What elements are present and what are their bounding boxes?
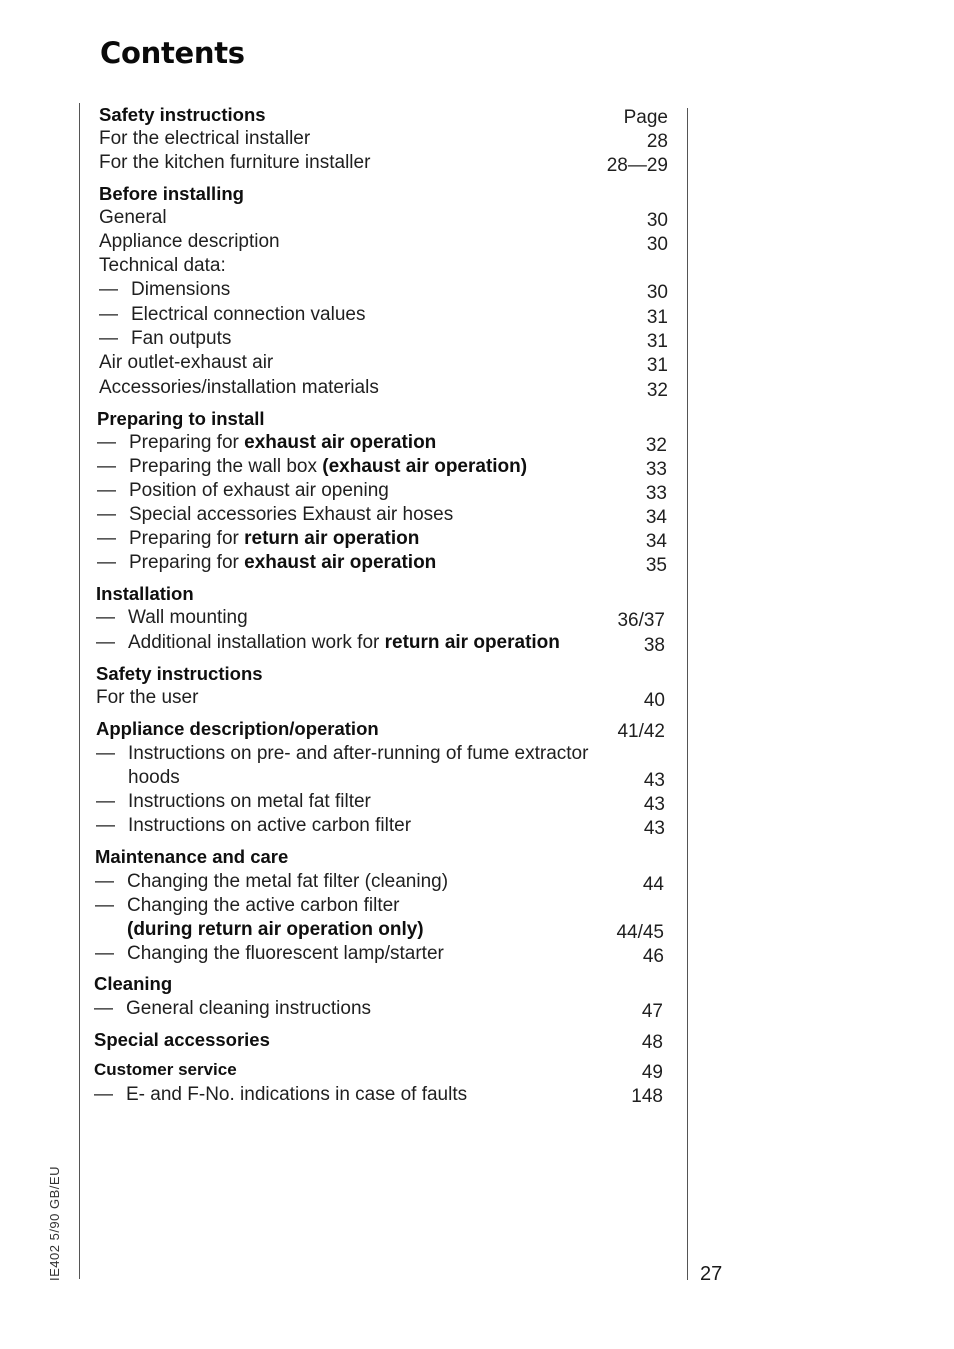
section-heading: Special accessories: [94, 1029, 270, 1050]
dash: —: [94, 1084, 113, 1105]
dash: —: [99, 304, 118, 325]
toc-page-ref: 44: [642, 874, 664, 895]
toc-page-ref: 36/37: [617, 610, 665, 631]
section-heading: Preparing to install: [97, 408, 265, 429]
left-margin-rule: [79, 103, 80, 1279]
toc-page-ref: 35: [645, 555, 667, 576]
section-heading: Safety instructions: [99, 104, 266, 125]
section-heading: Customer service: [94, 1060, 237, 1079]
toc-page-ref: 28: [646, 131, 668, 152]
dash: —: [96, 632, 115, 653]
dash: —: [95, 943, 114, 964]
toc-page-ref: 46: [642, 946, 664, 967]
toc-subentry: — Dimensions: [99, 279, 231, 300]
toc-entry: For the user: [96, 687, 199, 708]
toc-subentry: — Changing the metal fat filter (cleaning): [95, 871, 449, 892]
dash: —: [97, 456, 116, 477]
document-code: IE402 5/90 GB/EU: [47, 1166, 62, 1281]
section-heading: Cleaning: [94, 973, 173, 994]
toc-page-ref: 148: [631, 1086, 663, 1107]
toc-subentry: — Preparing for return air operation: [97, 528, 420, 549]
dash: —: [95, 871, 114, 892]
toc-page-ref: 32: [645, 435, 667, 456]
page-column-header: Page: [623, 107, 668, 128]
toc-entry-continuation: (during return air operation only): [127, 919, 424, 940]
toc-page-ref: 34: [645, 507, 667, 528]
toc-subentry: — Additional installation work for return air operation: [96, 632, 560, 653]
toc-entry: For the electrical installer: [99, 128, 311, 149]
dash: —: [97, 504, 116, 525]
dash: —: [99, 279, 118, 300]
toc-page-ref: 48: [641, 1032, 663, 1053]
toc-subentry: — Preparing the wall box (exhaust air operation): [97, 456, 528, 477]
section-heading: Before installing: [99, 183, 244, 204]
toc-subentry: — Fan outputs: [99, 328, 232, 349]
section-heading: Appliance description/operation: [96, 718, 379, 739]
toc-entry-continuation: hoods: [128, 767, 180, 788]
dash: —: [97, 432, 116, 453]
dash: —: [99, 328, 118, 349]
dash: —: [96, 791, 115, 812]
toc-subentry: — General cleaning instructions: [94, 998, 372, 1019]
toc-page-ref: 34: [645, 531, 667, 552]
toc-subentry: — Instructions on pre- and after-running of fume extractor: [96, 743, 589, 764]
toc-subentry: — Changing the fluorescent lamp/starter: [95, 943, 444, 964]
toc-entry: Technical data:: [99, 255, 226, 276]
toc-page-ref: 30: [646, 282, 668, 303]
toc-page-ref: 43: [643, 770, 665, 791]
toc-page-ref: 28—29: [606, 155, 668, 176]
toc-page-ref: 41/42: [617, 721, 665, 742]
dash: —: [96, 815, 115, 836]
toc-page-ref: 33: [645, 459, 667, 480]
toc-page-ref: 30: [646, 234, 668, 255]
toc-page-ref: 43: [643, 794, 665, 815]
toc-subentry: — Instructions on metal fat filter: [96, 791, 371, 812]
toc-page-ref: 32: [646, 380, 668, 401]
toc-page-ref: 33: [645, 483, 667, 504]
dash: —: [97, 528, 116, 549]
toc-subentry: — Preparing for exhaust air operation: [97, 432, 437, 453]
page-title: Contents: [100, 36, 245, 70]
toc-subentry: — Wall mounting: [96, 607, 248, 628]
toc-subentry: — E- and F-No. indications in case of faults: [94, 1084, 468, 1105]
page-number: 27: [700, 1263, 723, 1285]
toc-subentry: — Preparing for exhaust air operation: [97, 552, 437, 573]
toc-page-ref: 44/45: [616, 922, 664, 943]
toc-entry: Appliance description: [99, 231, 280, 252]
toc-page-ref: 49: [641, 1062, 663, 1083]
section-heading: Installation: [96, 583, 194, 604]
toc-entry: Accessories/installation materials: [99, 377, 379, 398]
toc-page-ref: 40: [643, 690, 665, 711]
right-margin-rule: [687, 108, 688, 1280]
toc-page-ref: 38: [643, 635, 665, 656]
toc-subentry: — Instructions on active carbon filter: [96, 815, 412, 836]
dash: —: [97, 480, 116, 501]
dash: —: [97, 552, 116, 573]
toc-page-ref: 31: [646, 307, 668, 328]
toc-subentry: — Position of exhaust air opening: [97, 480, 389, 501]
toc-subentry: — Changing the active carbon filter: [95, 895, 400, 916]
toc-page-ref: 31: [646, 331, 668, 352]
toc-page-ref: 31: [646, 355, 668, 376]
toc-page-ref: 47: [641, 1001, 663, 1022]
toc-subentry: — Electrical connection values: [99, 304, 366, 325]
dash: —: [96, 607, 115, 628]
toc-subentry: — Special accessories Exhaust air hoses: [97, 504, 454, 525]
toc-entry: Air outlet-exhaust air: [99, 352, 274, 373]
dash: —: [95, 895, 114, 916]
dash: —: [96, 743, 115, 764]
toc-page-ref: 43: [643, 818, 665, 839]
toc-page-ref: 30: [646, 210, 668, 231]
section-heading: Maintenance and care: [95, 846, 289, 867]
toc-entry: General: [99, 207, 167, 228]
section-heading: Safety instructions: [96, 663, 263, 684]
dash: —: [94, 998, 113, 1019]
toc-entry: For the kitchen furniture installer: [99, 152, 371, 173]
